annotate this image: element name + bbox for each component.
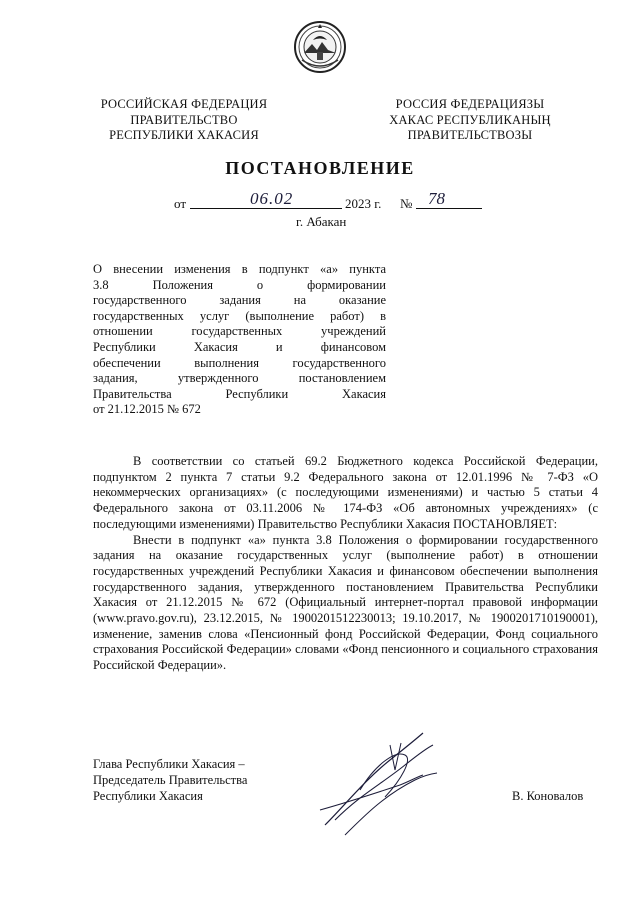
number-underline [416,208,482,209]
subject-line: 3.8 Положения о формировании [93,277,386,292]
handwritten-signature-icon [305,725,445,845]
signatory-name: В. Коновалов [512,789,584,803]
subject-line: государственного задания на оказание [93,293,386,308]
subject-line: государственных услуг (выполнение работ) в [93,308,386,323]
subject-line: Правительства Республики Хакасия [93,386,386,401]
header-russian [95,97,273,144]
body-paragraph: В соответствии со статьей 69.2 Бюджетного кодекса Российской Федерации, подпунктом 2 пункта 7 статьи 9.2 Федерального закона от 12.01.1996 № 7-ФЗ «О некоммерческих организациях» (с последующими изменениями) и частью 5 статьи 4 Федерального закона от 03.11.2006 № 174-ФЗ «Об автономных учреждениях» (с последующими изменениями) Правительство Республики Хакасия ПОСТАНОВЛЯЕТ: [93,454,598,531]
subject-line: О внесении изменения в подпункт «а» пункта [93,262,386,276]
document-title: ПОСТАНОВЛЕНИЕ [225,158,415,178]
subject-line: отношении государственных учреждений [93,324,386,339]
handwritten-number: 78 [428,189,445,208]
header-right-line: ПРАВИТЕЛЬСТВОЗЫ [407,128,533,142]
body-paragraph: Внести в подпункт «а» пункта 3.8 Положения о формировании государственного задания на оказание государственных услуг (выполнение работ) в отношении государственных учреждений Республики Хакасия и финансовом обеспечении выполнения государственного задания, утвержденного постановлением Правительства Республики Хакасия от 21.12.2015 № 672 (Официальный интернет-портал правовой информации (www.pravo.gov.ru), 23.12.2015, № 1900201512230013; 19.10.2017, № 1900201710190001), изменение, заменив слова «Пенсионный фонд Российской Федерации, Фонд социального страхования Российской Федерации» словами «Фонд пенсионного и социального страхования Российской Федерации». [93,532,598,673]
header-khakas [385,97,555,144]
header-right-line: РОССИЯ ФЕДЕРАЦИЯЗЫ [395,97,545,111]
subject-line: от 21.12.2015 № 672 [93,402,201,417]
subject-line: обеспечении выполнения государственного [93,355,386,370]
city-name: г. Абакан [296,214,347,229]
header-left-line: РЕСПУБЛИКИ ХАКАСИЯ [109,128,259,142]
coat-of-arms-emblem-icon [293,20,347,74]
subject-line: задания, утвержденного постановлением [93,371,386,386]
date-from-label: от [174,196,187,211]
document-subject [93,262,386,418]
date-year: 2023 г. [345,196,382,211]
number-sign: № [400,196,413,211]
date-number-line [0,189,640,213]
signatory-line: Председатель Правительства [93,772,248,787]
header-left-line: РОССИЙСКАЯ ФЕДЕРАЦИЯ [100,97,268,111]
document-body [93,454,598,674]
subject-line: Республики Хакасия и финансовом [93,339,386,354]
signatory-position [93,757,247,804]
handwritten-date: 06.02 [250,189,294,208]
signatory-line: Глава Республики Хакасия – [93,757,245,771]
signatory-line: Республики Хакасия [93,788,203,803]
header-left-line: ПРАВИТЕЛЬСТВО [130,112,238,127]
header-right-line: ХАКАС РЕСПУБЛИКАНЫҢ [389,112,551,127]
